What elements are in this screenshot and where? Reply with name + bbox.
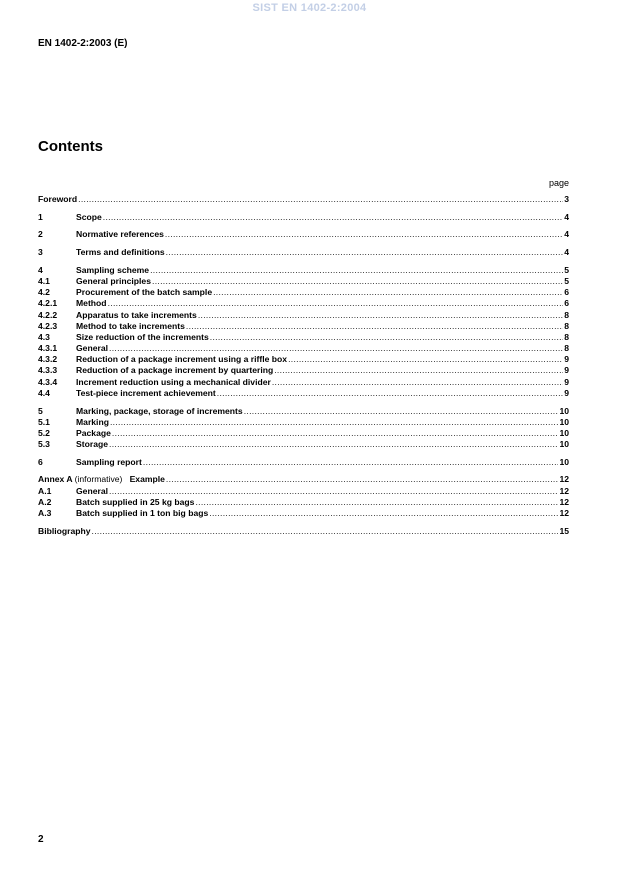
watermark: SIST EN 1402-2:2004 [252,2,367,14]
toc-leader-dots [198,310,563,321]
toc-entry-title: General principles [76,275,151,286]
toc-entry-title [38,474,165,485]
toc-entry-title: Scope [76,211,102,222]
toc-entry-storage[interactable] [38,439,569,450]
annex-title: Example [129,474,165,485]
toc-entry-apparatus[interactable] [38,310,569,321]
toc-entry-number: 4.3.4 [38,376,58,387]
toc-entry-number: 5.1 [38,416,50,427]
toc-entry-page: 9 [564,376,569,387]
toc-entry-title: Increment reduction using a mechanical divider [76,376,271,387]
toc-entry-page: 12 [559,474,569,485]
toc-entry-number: 4.2.3 [38,320,58,331]
toc-leader-dots [143,457,559,468]
toc-entry-page: 10 [559,456,569,467]
toc-entry-number: 4.2.2 [38,309,58,320]
toc-leader-dots [109,343,563,354]
toc-entry-general-principles[interactable] [38,276,569,287]
toc-leader-dots [244,406,559,417]
toc-entry-title: Normative references [76,229,164,240]
toc-leader-dots [209,508,558,519]
toc-entry-quartering[interactable] [38,365,569,376]
toc-entry-page: 9 [564,354,569,365]
toc-entry-number: 4.2.1 [38,298,58,309]
toc-entry-sampling-report[interactable] [38,457,569,468]
toc-leader-dots [166,474,559,485]
toc-entry-page: 3 [564,194,569,204]
toc-entry-page: 10 [559,439,569,450]
toc-entry-number: 4.1 [38,275,50,286]
toc-leader-dots [166,247,564,258]
toc-entry-procurement[interactable] [38,287,569,298]
toc-entry-number: 3 [38,247,43,258]
toc-entry-title: Batch supplied in 1 ton big bags [76,508,209,518]
toc-entry-title: General [76,485,109,496]
document-id: EN 1402-2:2003 (E) [38,38,128,49]
toc-entry-scope[interactable] [38,212,569,223]
toc-entry-number: 4.4 [38,387,50,398]
toc-entry-title: Sampling scheme [76,264,150,275]
toc-leader-dots [150,265,563,276]
toc-entry-page: 8 [564,309,569,320]
toc-leader-dots [274,365,563,376]
toc-leader-dots [210,332,563,343]
toc-entry-title: Package [76,427,111,438]
toc-entry-page: 10 [559,416,569,427]
toc-entry-mechanical-divider[interactable] [38,377,569,388]
toc-entry-number: A.1 [38,485,52,496]
toc-entry-page: 4 [564,211,569,222]
toc-entry-annex-general[interactable] [38,486,569,497]
toc-entry-number: A.2 [38,496,52,507]
toc-entry-page: 8 [564,343,569,354]
toc-entry-number: 2 [38,229,43,240]
toc-entry-page: 12 [559,496,569,507]
toc-entry-size-reduction[interactable] [38,332,569,343]
toc-entry-title: Procurement of the batch sample [76,287,213,298]
toc-entry-page: 4 [564,229,569,240]
toc-entry-foreword[interactable] [38,194,569,205]
toc-entry-page: 6 [564,298,569,309]
toc-entry-page: 12 [559,508,569,518]
toc-leader-dots [152,276,563,287]
toc-entry-annex-a[interactable] [38,474,569,485]
toc-leader-dots [110,417,558,428]
toc-entry-title: Method to take increments [76,320,185,331]
toc-leader-dots [165,229,563,240]
toc-entry-title: Reduction of a package increment using a riffle box [76,354,288,365]
toc-leader-dots [186,321,563,332]
toc-entry-number: 5.3 [38,439,50,450]
toc-entry-sampling-scheme[interactable] [38,265,569,276]
toc-entry-number: 4.3.1 [38,343,58,354]
toc-leader-dots [288,354,563,365]
toc-entry-title: Method [76,298,107,309]
toc-leader-dots [213,287,563,298]
toc-entry-method-to-take-increments[interactable] [38,321,569,332]
toc-entry-normative-references[interactable] [38,229,569,240]
toc-entry-method[interactable] [38,298,569,309]
toc-leader-dots [112,428,559,439]
toc-entry-page: 12 [559,485,569,496]
annex-label: Annex A [38,474,73,485]
toc-leader-dots [217,388,563,399]
toc-entry-marking-package-storage[interactable] [38,406,569,417]
toc-leader-dots [78,194,563,205]
toc-leader-dots [92,526,559,537]
toc-entry-package[interactable] [38,428,569,439]
toc-entry-number: 4.3 [38,331,50,342]
annex-note: (informative) [74,474,123,485]
toc-entry-title: Marking [76,416,109,427]
toc-entry-number: A.3 [38,508,52,518]
toc-entry-25kg-bags[interactable] [38,497,569,508]
toc-entry-page: 15 [559,525,569,536]
toc-entry-title: Reduction of a package increment by quartering [76,365,274,376]
toc-leader-dots [109,486,558,497]
toc-entry-title: Batch supplied in 25 kg bags [76,496,195,507]
toc-entry-number: 6 [38,456,43,467]
toc-entry-marking[interactable] [38,417,569,428]
toc-entry-page: 9 [564,387,569,398]
page-number: 2 [38,834,44,845]
toc-entry-page: 5 [564,264,569,275]
toc-entry-page: 8 [564,320,569,331]
toc-entry-number: 5.2 [38,427,50,438]
toc-leader-dots [195,497,558,508]
toc-entry-page: 9 [564,365,569,376]
toc-entry-page: 5 [564,275,569,286]
toc-entry-title: Bibliography [38,525,91,536]
toc-entry-number: 5 [38,405,43,416]
toc-entry-page: 8 [564,331,569,342]
toc-entry-title: General [76,343,109,354]
toc-entry-terms-and-definitions[interactable] [38,247,569,258]
toc-entry-page: 6 [564,287,569,298]
toc-entry-test-piece[interactable] [38,388,569,399]
toc-entry-title: Size reduction of the increments [76,331,209,342]
toc-entry-riffle-box[interactable] [38,354,569,365]
toc-entry-page: 10 [559,405,569,416]
toc-entry-title: Storage [76,439,108,450]
toc-entry-bibliography[interactable] [38,526,569,537]
toc-entry-title: Terms and definitions [76,247,165,258]
page-column-label: page [548,178,569,188]
toc-entry-title: Apparatus to take increments [76,309,197,320]
toc-entry-number: 1 [38,211,43,222]
toc-entry-title: Marking, package, storage of increments [76,405,243,416]
toc-leader-dots [109,439,558,450]
toc-entry-1ton-big-bags[interactable] [38,508,569,519]
toc-entry-title: Test-piece increment achievement [76,387,216,398]
toc-entry-number: 4.3.2 [38,354,58,365]
toc-entry-title: Sampling report [76,456,142,467]
contents-heading: Contents [38,138,103,155]
toc-entry-title: Foreword [38,194,78,204]
toc-entry-page: 10 [559,427,569,438]
toc-leader-dots [108,298,564,309]
toc-entry-number: 4.2 [38,287,50,298]
toc-entry-page: 4 [564,247,569,258]
toc-leader-dots [103,212,563,223]
table-of-contents [38,194,569,537]
toc-entry-number: 4 [38,264,43,275]
toc-entry-number: 4.3.3 [38,365,58,376]
toc-leader-dots [272,377,563,388]
toc-entry-general[interactable] [38,343,569,354]
